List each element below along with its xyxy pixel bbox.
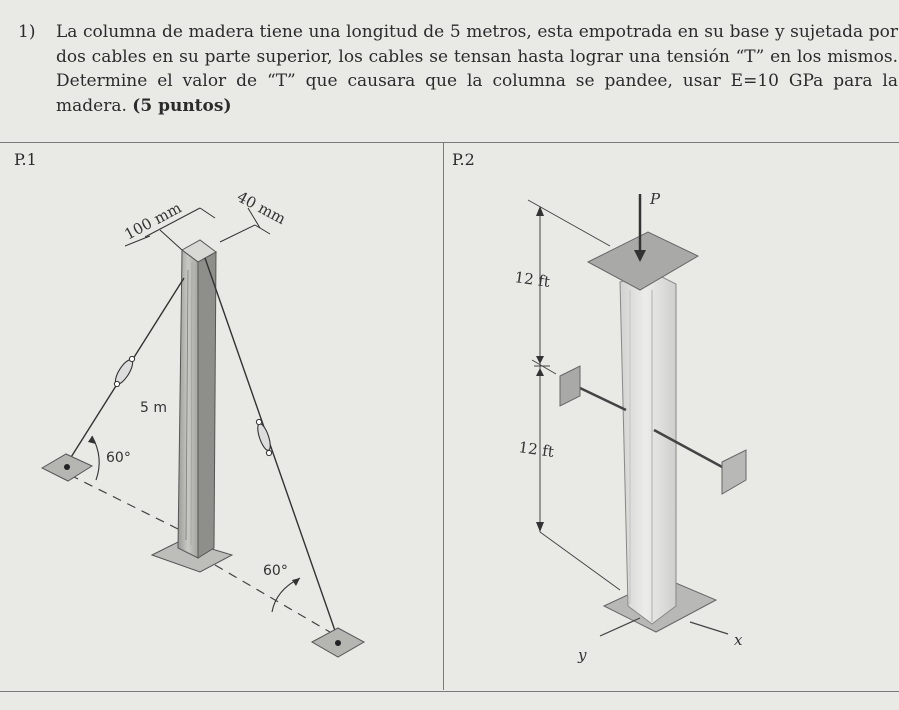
axis-y-label: y (578, 646, 587, 664)
problem-body: La columna de madera tiene una longitud de 5 metros, esta empotrada en su base y sujetada por dos cables en su parte superior, los cables se tensan hasta lograr una tensión “T” en los mismos. Determine el valor de “T” que causara que la columna se pandee, usar E=10 GPa para la madera. (56, 22, 898, 116)
turnbuckle-left (112, 356, 135, 386)
angle-left-label: 60° (106, 450, 131, 466)
axis-x-line (690, 622, 728, 634)
figure-p2-label: P.2 (452, 150, 475, 169)
upper-length-label: 12 ft (513, 268, 552, 291)
load-label: P (650, 190, 661, 208)
axis-y-line (600, 618, 640, 636)
column-length-label: 5 m (140, 400, 167, 416)
brace-right-plate (722, 450, 746, 494)
angle-right-label: 60° (263, 563, 288, 579)
cable-right (205, 258, 340, 645)
problem-number: 1) (18, 22, 36, 42)
axis-x-label: x (734, 631, 743, 649)
figure-p2 (513, 190, 746, 664)
p2-column (620, 272, 676, 624)
wood-column (178, 240, 216, 558)
problem-points: (5 puntos) (132, 95, 232, 116)
dim-depth-label: 40 mm (234, 187, 289, 229)
lower-length-label: 12 ft (517, 438, 556, 461)
brace-left-rod (580, 388, 626, 410)
figure-p1-label: P.1 (14, 150, 37, 169)
figure-p1 (42, 188, 364, 657)
p2-cap-plate (588, 232, 698, 290)
brace-left-plate (560, 366, 580, 406)
turnbuckle-right (255, 419, 273, 455)
dim-width-label: 100 mm (121, 198, 185, 244)
